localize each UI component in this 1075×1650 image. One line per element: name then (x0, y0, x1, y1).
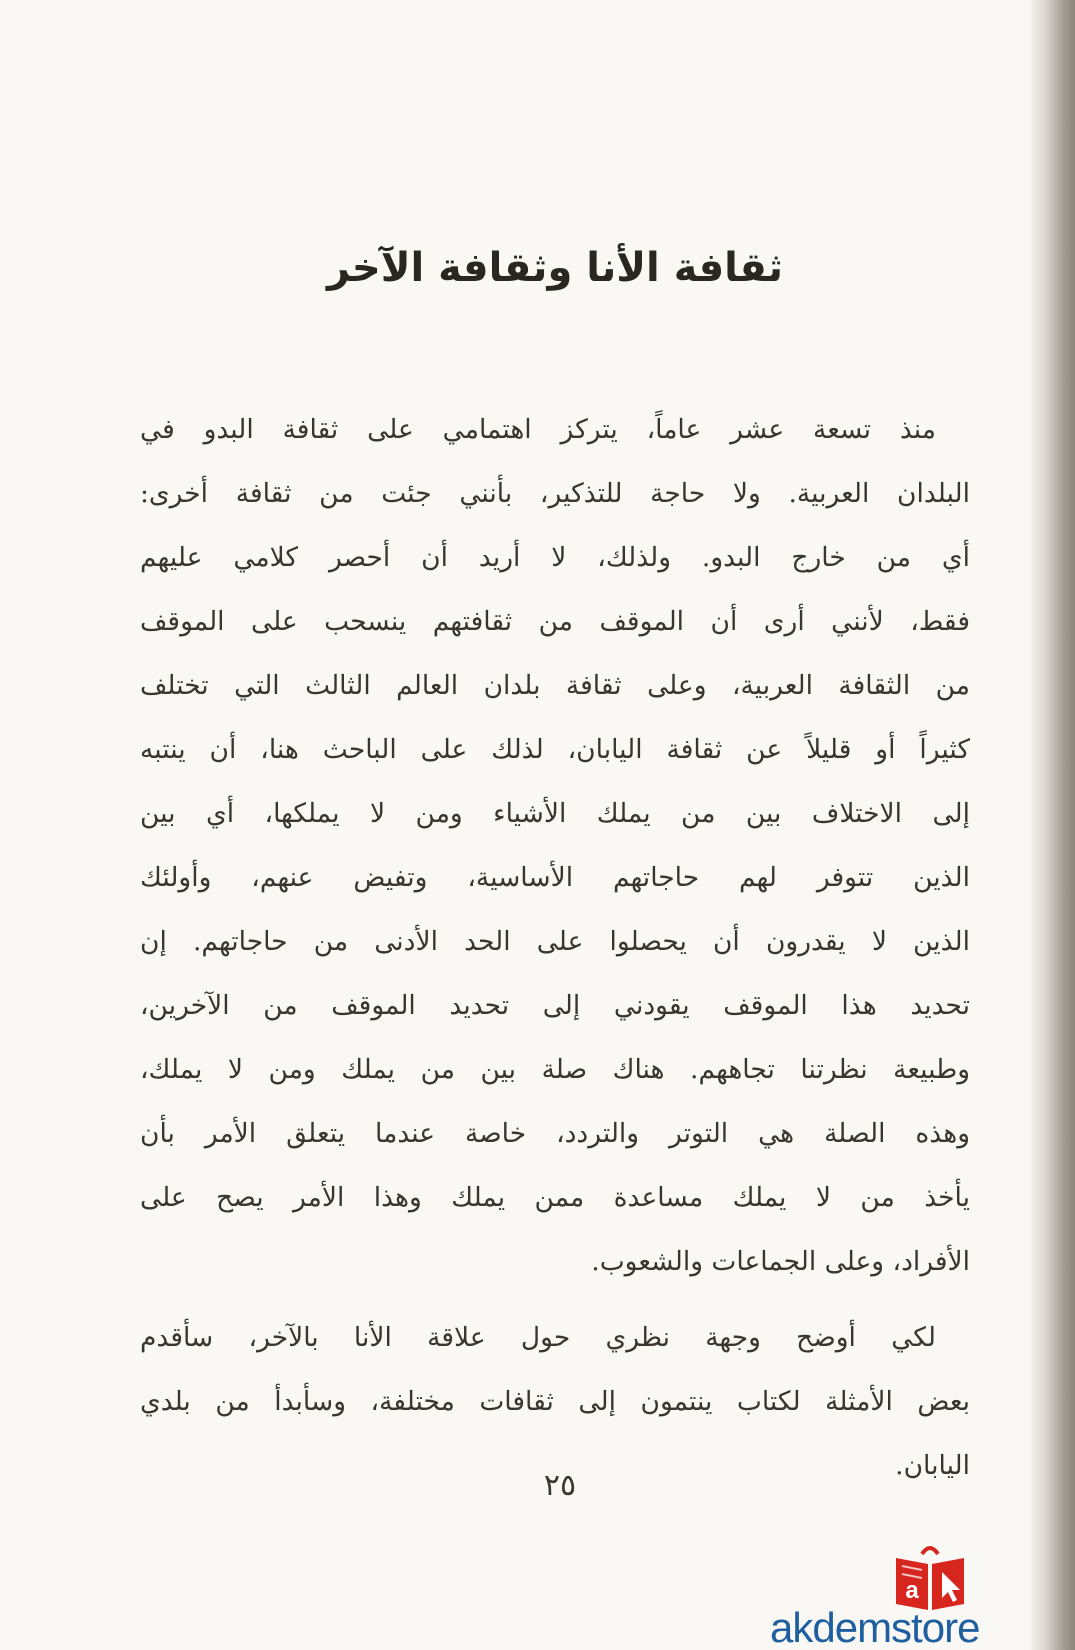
paragraph-spacer (140, 1294, 970, 1306)
text-line: كثيراً أو قليلاً عن ثقافة اليابان، لذلك على الباحث هنا، أن ينتبه (140, 734, 970, 765)
book-spine-shadow (1031, 0, 1075, 1650)
text-line: البلدان العربية. ولا حاجة للتذكير، بأنني جئت من ثقافة أخرى: (140, 478, 970, 509)
text-line: اليابان. (895, 1450, 970, 1481)
body-text (140, 398, 970, 1498)
page-number: ٢٥ (543, 1468, 577, 1503)
text-line: الذين لا يقدرون أن يحصلوا على الحد الأدنى من حاجاتهم. إن (140, 926, 970, 957)
text-line: إلى الاختلاف بين من يملك الأشياء ومن لا يملكها، أي بين (140, 798, 970, 829)
text-line: فقط، لأنني أرى أن الموقف من ثقافتهم ينسحب على الموقف (140, 606, 970, 637)
chapter-title: ثقافة الأنا وثقافة الآخر (327, 245, 783, 291)
logo-letter: a (905, 1577, 919, 1604)
text-line: الذين تتوفر لهم حاجاتهم الأساسية، وتفيض عنهم، وأولئك (140, 862, 970, 893)
text-line: من الثقافة العربية، وعلى ثقافة بلدان العالم الثالث التي تختلف (140, 670, 970, 701)
text-line: تحديد هذا الموقف يقودني إلى تحديد الموقف من الآخرين، (140, 990, 970, 1021)
text-line: الأفراد، وعلى الجماعات والشعوب. (591, 1246, 970, 1277)
text-line: منذ تسعة عشر عاماً، يتركز اهتمامي على ثقافة البدو في (140, 414, 936, 445)
store-watermark (770, 1540, 1070, 1650)
watermark-text: akdemstore (770, 1604, 980, 1650)
text-line: لكي أوضح وجهة نظري حول علاقة الأنا بالآخر، سأقدم (140, 1322, 936, 1353)
paragraph-1 (140, 398, 970, 1294)
text-line: يأخذ من لا يملك مساعدة ممن يملك وهذا الأمر يصح على (140, 1182, 970, 1213)
text-line: بعض الأمثلة لكتاب ينتمون إلى ثقافات مختلفة، وسأبدأ من بلدي (140, 1386, 970, 1417)
text-line: وهذه الصلة هي التوتر والتردد، خاصة عندما يتعلق الأمر بأن (140, 1118, 970, 1149)
text-line: وطبيعة نظرتنا تجاههم. هناك صلة بين من يملك ومن لا يملك، (140, 1054, 970, 1085)
text-line: أي من خارج البدو. ولذلك، لا أريد أن أحصر كلامي عليهم (140, 542, 970, 573)
